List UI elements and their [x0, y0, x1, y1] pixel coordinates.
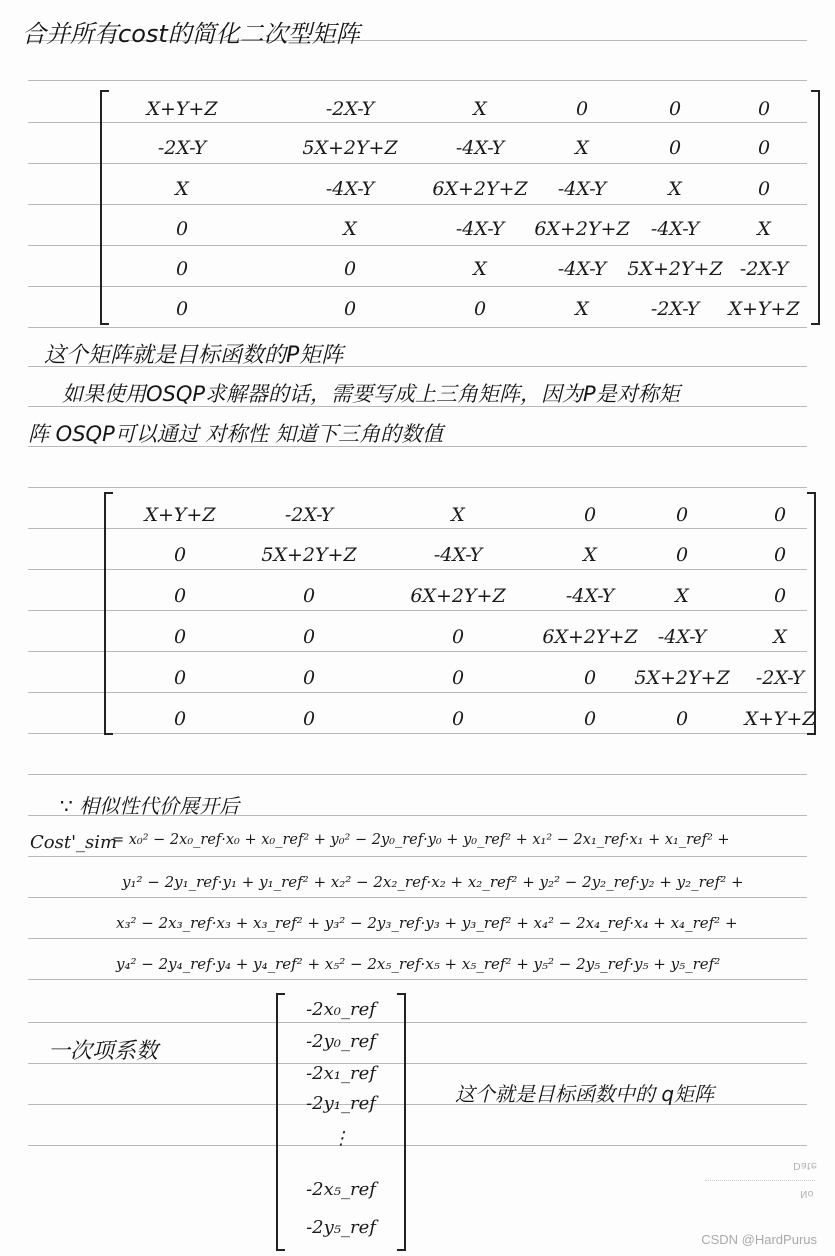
- matrix-row: [104, 708, 816, 748]
- matrix-cell: 5X+2Y+Z: [302, 137, 398, 159]
- matrix-cell: X: [668, 178, 682, 200]
- matrix-cell: 0: [473, 298, 487, 320]
- matrix-cell: -4X-Y: [557, 178, 607, 200]
- matrix-cell: 0: [451, 667, 465, 689]
- stamp-divider: [705, 1180, 815, 1181]
- matrix-cell: X: [575, 137, 589, 159]
- matrix-cell: X: [757, 218, 771, 240]
- matrix-cell: 0: [343, 298, 357, 320]
- osqp-note-line1: 如果使用OSQP求解器的话，需要写成上三角矩阵，因为P是对称矩: [62, 382, 680, 406]
- matrix-row: [100, 258, 820, 298]
- ruled-line: [28, 487, 807, 488]
- matrix-cell: X+Y+Z: [744, 708, 816, 730]
- matrix-cell: 0: [451, 708, 465, 730]
- matrix-cell: 6X+2Y+Z: [534, 218, 630, 240]
- p-matrix-caption: 这个矩阵就是目标函数的P矩阵: [44, 343, 344, 368]
- matrix-row: [104, 667, 816, 707]
- vector-cell: -2x₀_ref: [306, 999, 376, 1020]
- matrix-cell: X: [473, 258, 487, 280]
- matrix-row: [104, 626, 816, 666]
- matrix-cell: 0: [451, 626, 465, 648]
- matrix-cell: -2X-Y: [650, 298, 700, 320]
- matrix-cell: 0: [583, 504, 597, 526]
- matrix-cell: 0: [675, 504, 689, 526]
- matrix-cell: 0: [175, 218, 189, 240]
- matrix-cell: 0: [343, 258, 357, 280]
- ruled-line: [28, 1022, 807, 1023]
- matrix-cell: -2X-Y: [284, 504, 334, 526]
- vector-cell: -2y₅_ref: [306, 1217, 376, 1238]
- matrix-cell: 0: [757, 98, 771, 120]
- ruled-line: [28, 938, 807, 939]
- matrix-cell: 0: [173, 544, 187, 566]
- matrix-cell: X: [451, 504, 465, 526]
- linear-term-label: 一次项系数: [48, 1039, 159, 1064]
- matrix-cell: -4X-Y: [565, 585, 615, 607]
- matrix-cell: 0: [773, 544, 787, 566]
- ruled-line: [28, 80, 807, 81]
- matrix-cell: 5X+2Y+Z: [634, 667, 730, 689]
- vector-cell: -2y₀_ref: [306, 1031, 376, 1052]
- matrix-cell: 5X+2Y+Z: [261, 544, 357, 566]
- matrix-cell: -4X-Y: [325, 178, 375, 200]
- matrix-row: [104, 504, 816, 544]
- matrix-cell: 0: [773, 585, 787, 607]
- matrix-cell: X+Y+Z: [144, 504, 216, 526]
- notebook-date-stamp: Date: [793, 1160, 817, 1171]
- matrix-cell: X: [175, 178, 189, 200]
- ruled-line: [28, 774, 807, 775]
- matrix-cell: 0: [757, 178, 771, 200]
- cost-lhs: Cost'_sim: [30, 832, 118, 853]
- matrix-cell: -4X-Y: [455, 218, 505, 240]
- matrix-cell: X: [773, 626, 787, 648]
- matrix-cell: -2X-Y: [755, 667, 805, 689]
- matrix-cell: 6X+2Y+Z: [432, 178, 528, 200]
- matrix-cell: 0: [675, 544, 689, 566]
- vector-cell: -2x₅_ref: [306, 1179, 376, 1200]
- matrix-cell: 0: [675, 708, 689, 730]
- matrix-cell: 6X+2Y+Z: [542, 626, 638, 648]
- matrix-cell: 0: [668, 98, 682, 120]
- cost-line-4: y₄² − 2y₄_ref·y₄ + y₄_ref² + x₅² − 2x₅_ref·x₅ + x₅_ref² + y₅² − 2y₅_ref·y₅ + y₅_ref²: [116, 955, 721, 973]
- ruled-line: [28, 979, 807, 980]
- matrix-cell: 0: [583, 667, 597, 689]
- matrix-cell: -2X-Y: [739, 258, 789, 280]
- matrix-row: [100, 298, 820, 338]
- p-matrix-full: [100, 90, 820, 325]
- ruled-line: [28, 856, 807, 857]
- matrix-cell: 0: [302, 708, 316, 730]
- matrix-cell: -4X-Y: [455, 137, 505, 159]
- q-matrix-caption: 这个就是目标函数中的 q矩阵: [455, 1082, 715, 1106]
- matrix-cell: 5X+2Y+Z: [627, 258, 723, 280]
- page-title: 合并所有cost的简化二次型矩阵: [22, 20, 360, 48]
- matrix-cell: 0: [173, 626, 187, 648]
- cost-line-2: y₁² − 2y₁_ref·y₁ + y₁_ref² + x₂² − 2x₂_ref·x₂ + x₂_ref² + y₂² − 2y₂_ref·y₂ + y₂_ref² +: [122, 873, 744, 891]
- p-matrix-upper: [104, 492, 816, 735]
- matrix-cell: 0: [173, 667, 187, 689]
- matrix-cell: X: [343, 218, 357, 240]
- q-vector: [276, 993, 406, 1251]
- matrix-cell: 0: [302, 585, 316, 607]
- matrix-cell: 0: [575, 98, 589, 120]
- cost-line-3: x₃² − 2x₃_ref·x₃ + x₃_ref² + y₃² − 2y₃_ref·y₃ + y₃_ref² + x₄² − 2x₄_ref·x₄ + x₄_ref² +: [116, 914, 738, 932]
- matrix-cell: -2X-Y: [325, 98, 375, 120]
- matrix-row: [100, 98, 820, 138]
- matrix-cell: -4X-Y: [557, 258, 607, 280]
- matrix-cell: 0: [302, 667, 316, 689]
- matrix-cell: X+Y+Z: [728, 298, 800, 320]
- matrix-cell: 0: [175, 298, 189, 320]
- ruled-line: [28, 1145, 807, 1146]
- matrix-cell: X: [575, 298, 589, 320]
- matrix-cell: 0: [173, 708, 187, 730]
- matrix-cell: -4X-Y: [650, 218, 700, 240]
- matrix-cell: 0: [773, 504, 787, 526]
- matrix-cell: -2X-Y: [157, 137, 207, 159]
- matrix-row: [100, 218, 820, 258]
- matrix-row: [104, 544, 816, 584]
- matrix-cell: X: [675, 585, 689, 607]
- matrix-cell: 0: [583, 708, 597, 730]
- matrix-cell: 0: [668, 137, 682, 159]
- matrix-cell: -4X-Y: [433, 544, 483, 566]
- csdn-watermark: CSDN @HardPurus: [701, 1232, 817, 1247]
- matrix-cell: 6X+2Y+Z: [410, 585, 506, 607]
- notebook-no-stamp: No: [800, 1188, 814, 1199]
- matrix-cell: X+Y+Z: [146, 98, 218, 120]
- vector-cell: -2x₁_ref: [306, 1063, 376, 1084]
- matrix-row: [100, 178, 820, 218]
- expansion-heading: ∵ 相似性代价展开后: [60, 794, 240, 818]
- matrix-cell: 0: [175, 258, 189, 280]
- matrix-cell: X: [473, 98, 487, 120]
- matrix-cell: -4X-Y: [657, 626, 707, 648]
- matrix-cell: 0: [302, 626, 316, 648]
- matrix-row: [104, 585, 816, 625]
- vector-cell: -2y₁_ref: [306, 1093, 376, 1114]
- osqp-note-line2: 阵 OSQP可以通过 对称性 知道下三角的数值: [28, 422, 444, 446]
- vector-cell: ⋮: [332, 1128, 350, 1149]
- cost-line-1: = x₀² − 2x₀_ref·x₀ + x₀_ref² + y₀² − 2y₀_ref·y₀ + y₀_ref² + x₁² − 2x₁_ref·x₁ + x₁_ref² +: [112, 832, 730, 848]
- matrix-cell: 0: [757, 137, 771, 159]
- matrix-cell: 0: [173, 585, 187, 607]
- ruled-line: [28, 897, 807, 898]
- matrix-row: [100, 137, 820, 177]
- matrix-cell: X: [583, 544, 597, 566]
